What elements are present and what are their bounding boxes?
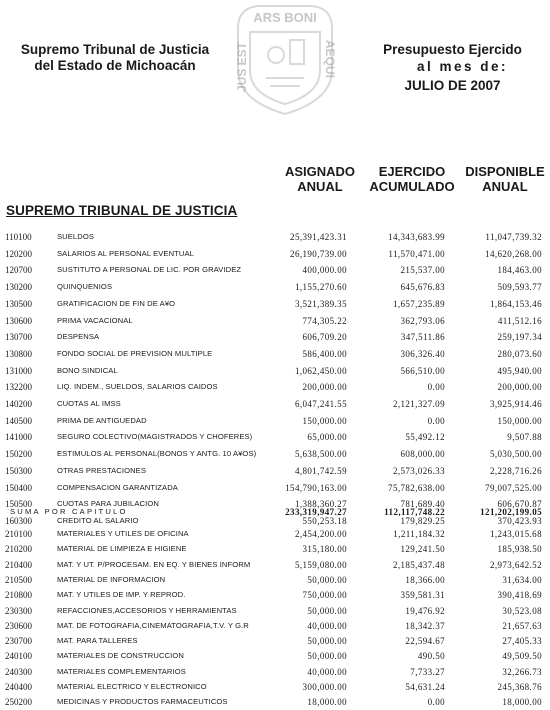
disponible-value: 18,000.00	[502, 697, 542, 708]
account-code: 240300	[5, 666, 32, 677]
ejercido-value: 347,511.86	[400, 332, 445, 343]
table-row	[0, 572, 550, 588]
disponible-value: 14,620,268.00	[485, 248, 542, 259]
account-code: 120700	[5, 265, 32, 276]
disponible-value: 245,368.76	[497, 682, 542, 692]
disponible-value: 121,202,199.05	[480, 507, 542, 517]
asignado-value: 315,180.00	[302, 544, 347, 555]
asignado-value: 40,000.00	[307, 620, 347, 631]
account-code: 160300	[5, 515, 32, 526]
table-row	[0, 587, 550, 603]
account-name: SUSTITUTO A PERSONAL DE LIC. POR GRAVIDEZ	[57, 265, 242, 275]
table-row	[0, 296, 550, 312]
disponible-value: 150,000.00	[497, 415, 542, 426]
account-name: OTRAS PRESTACIONES	[57, 465, 147, 475]
account-code: 210500	[5, 574, 32, 585]
asignado-value: 774,305.22	[302, 315, 347, 326]
ejercido-value: 306,326.40	[400, 348, 445, 359]
disponible-value: 30,523.08	[502, 605, 542, 616]
account-code: 110100	[5, 232, 32, 242]
table-row	[0, 526, 550, 542]
account-name: SUELDOS	[57, 232, 94, 241]
table-row	[0, 396, 550, 412]
ejercido-value: 2,573,026.33	[392, 465, 445, 476]
ejercido-value: 0.00	[427, 415, 445, 426]
asignado-value: 50,000.00	[307, 636, 347, 647]
account-name: MATERIAL ELECTRICO Y ELECTRONICO	[57, 682, 207, 691]
account-name: MATERIAL DE LIMPIEZA E HIGIENE	[57, 544, 187, 554]
table-row	[0, 679, 550, 695]
asignado-value: 606,709.20	[302, 332, 347, 343]
ejercido-value: 19,476.92	[405, 605, 445, 616]
account-name: MATERIALES Y UTILES DE OFICINA	[57, 529, 189, 538]
org-line-1: Supremo Tribunal de Justicia	[20, 42, 210, 57]
ejercido-value: 0.00	[427, 382, 445, 393]
account-name: REFACCIONES,ACCESORIOS Y HERRAMIENTAS	[57, 605, 237, 615]
account-code: 250200	[5, 697, 32, 708]
disponible-value: 31,634.00	[502, 574, 542, 585]
table-row	[0, 313, 550, 329]
table-row	[0, 633, 550, 649]
account-code: 210800	[5, 590, 32, 601]
ejercido-value: 1,211,184.32	[393, 529, 445, 539]
ejercido-value: 490.50	[417, 651, 445, 662]
account-name: CREDITO AL SALARIO	[57, 515, 139, 525]
asignado-value: 150,000.00	[302, 415, 347, 426]
account-name: MATERIALES DE CONSTRUCCION	[57, 651, 184, 661]
table-row	[0, 480, 550, 496]
asignado-value: 400,000.00	[302, 265, 347, 276]
asignado-value: 300,000.00	[302, 682, 347, 692]
account-code: 230600	[5, 620, 32, 631]
asignado-value: 200,000.00	[302, 382, 347, 393]
column-asignado-line-2: ANUAL	[297, 179, 343, 194]
disponible-value: 2,228,716.26	[489, 465, 542, 476]
asignado-value: 26,190,739.00	[290, 248, 347, 259]
table-row	[0, 463, 550, 479]
disponible-value: 370,423.93	[497, 515, 542, 526]
disponible-value: 79,007,525.00	[485, 482, 542, 493]
asignado-value: 1,388,360.27	[294, 499, 347, 510]
column-disponible-line-1: DISPONIBLE	[465, 164, 545, 179]
organization-name	[10, 42, 220, 74]
account-name: CUOTAS AL IMSS	[57, 399, 121, 408]
ejercido-value: 18,366.00	[405, 574, 445, 585]
account-code: 210100	[5, 529, 32, 539]
account-name: CUOTAS PARA JUBILACION	[57, 499, 159, 509]
table-row	[0, 346, 550, 362]
table-row	[0, 648, 550, 664]
account-code: 130600	[5, 315, 32, 326]
column-header-disponible	[455, 164, 550, 194]
title-line-2: al mes de:	[416, 58, 509, 74]
table-row	[0, 279, 550, 295]
account-code: 150200	[5, 449, 32, 460]
asignado-value: 5,638,500.00	[294, 449, 347, 460]
seal-text-left: JUS EST	[235, 41, 249, 92]
disponible-value: 185,938.50	[497, 544, 542, 555]
disponible-value: 184,463.00	[497, 265, 542, 276]
table-row	[0, 246, 550, 262]
asignado-value: 233,319,947.27	[285, 507, 347, 517]
ejercido-value: 0.00	[427, 697, 445, 708]
asignado-value: 25,391,423.31	[290, 232, 347, 242]
account-name: GRATIFICACION DE FIN DE A¥O	[57, 298, 176, 308]
table-row	[0, 541, 550, 557]
seal-text-top: ARS BONI	[253, 10, 317, 25]
account-code: 230700	[5, 636, 32, 647]
disponible-value: 27,405.33	[502, 636, 542, 647]
org-line-2: del Estado de Michoacán	[34, 58, 196, 73]
account-name: MAT. Y UTILES DE IMP. Y REPROD.	[57, 590, 186, 600]
disponible-value: 1,864,153.46	[489, 298, 542, 309]
asignado-value: 5,159,080.00	[294, 559, 347, 570]
column-ejercido-line-2: ACUMULADO	[369, 179, 455, 194]
column-header-asignado	[270, 164, 370, 194]
asignado-value: 586,400.00	[302, 348, 347, 359]
table-row	[0, 618, 550, 634]
ejercido-value: 18,342.37	[405, 620, 445, 631]
asignado-value: 18,000.00	[307, 697, 347, 708]
disponible-value: 509,593.77	[497, 282, 542, 293]
asignado-value: 50,000.00	[307, 605, 347, 616]
account-name: MAT. PARA TALLERES	[57, 636, 138, 646]
account-name: BONO SINDICAL	[57, 365, 118, 375]
account-name: MAT. Y UT. P/PROCESAM. EN EQ. Y BIENES INFORM	[57, 559, 251, 569]
table-row	[0, 446, 550, 462]
ejercido-value: 359,581.31	[400, 590, 445, 601]
table-row	[0, 379, 550, 395]
disponible-value: 49,509.50	[502, 651, 542, 662]
disponible-value: 606,670.87	[497, 499, 542, 510]
disponible-value: 32,266.73	[502, 666, 542, 677]
account-code: 230300	[5, 605, 32, 616]
account-code: 141000	[5, 432, 32, 443]
ejercido-value: 2,121,327.09	[392, 399, 445, 409]
account-code: 150300	[5, 465, 32, 476]
disponible-value: 259,197.34	[497, 332, 542, 343]
account-code: 130700	[5, 332, 32, 343]
ejercido-value: 55,492.12	[405, 432, 445, 443]
asignado-value: 750,000.00	[302, 590, 347, 601]
ejercido-value: 14,343,683.99	[388, 232, 445, 242]
account-code: 120200	[5, 248, 32, 259]
ejercido-value: 362,793.06	[400, 315, 445, 326]
disponible-value: 200,000.00	[497, 382, 542, 393]
disponible-value: 2,973,642.52	[489, 559, 542, 570]
ejercido-value: 7,733.27	[410, 666, 445, 677]
column-header-ejercido	[362, 164, 462, 194]
disponible-value: 411,512.16	[497, 315, 542, 326]
table-row	[0, 603, 550, 619]
column-asignado-line-1: ASIGNADO	[284, 164, 356, 179]
asignado-value: 1,155,270.60	[294, 282, 347, 293]
table-row	[0, 229, 550, 245]
account-name: MAT. DE FOTOGRAFIA,CINEMATOGRAFIA,T.V. Y G.R	[57, 620, 249, 630]
account-code: 140500	[5, 415, 32, 426]
account-name: ESTIMULOS AL PERSONAL(BONOS Y ANTG. 10 A¥OS)	[57, 449, 257, 459]
account-name: COMPENSACION GARANTIZADA	[57, 482, 178, 492]
ejercido-value: 112,117,748.22	[384, 507, 445, 517]
summary-label: SUMA POR CAPITULO	[10, 507, 128, 516]
disponible-value: 5,030,500.00	[489, 449, 542, 460]
account-code: 132200	[5, 382, 32, 393]
table-row	[0, 429, 550, 445]
disponible-value: 495,940.00	[497, 365, 542, 376]
asignado-value: 1,062,450.00	[294, 365, 347, 376]
ejercido-value: 608,000.00	[400, 449, 445, 460]
account-name: MATERIAL DE INFORMACION	[57, 574, 166, 584]
ejercido-value: 2,185,437.48	[392, 559, 445, 570]
section-title: SUPREMO TRIBUNAL DE JUSTICIA	[6, 203, 238, 218]
table-row	[0, 413, 550, 429]
ejercido-value: 22,594.67	[405, 636, 445, 647]
title-line-3: JULIO DE 2007	[404, 78, 501, 93]
asignado-value: 154,790,163.00	[285, 482, 347, 493]
disponible-value: 11,047,739.32	[485, 232, 542, 242]
ejercido-value: 781,689.40	[400, 499, 445, 510]
table-row	[0, 363, 550, 379]
account-code: 130500	[5, 298, 32, 309]
table-row	[0, 262, 550, 278]
disponible-value: 390,418.69	[497, 590, 542, 601]
asignado-value: 50,000.00	[307, 651, 347, 662]
account-name: MEDICINAS Y PRODUCTOS FARMACEUTICOS	[57, 697, 228, 707]
ejercido-value: 54,631.24	[405, 682, 445, 692]
report-title	[360, 42, 545, 95]
disponible-value: 1,243,015.68	[489, 529, 542, 539]
account-name: QUINQUENIOS	[57, 282, 113, 292]
asignado-value: 2,454,200.00	[294, 529, 347, 539]
account-name: PRIMA VACACIONAL	[57, 315, 133, 325]
disponible-value: 9,507.88	[507, 432, 542, 443]
asignado-value: 40,000.00	[307, 666, 347, 677]
disponible-value: 280,073.60	[497, 348, 542, 359]
account-name: MATERIALES COMPLEMENTARIOS	[57, 666, 186, 676]
ejercido-value: 566,510.00	[400, 365, 445, 376]
account-name: SALARIOS AL PERSONAL EVENTUAL	[57, 248, 194, 258]
asignado-value: 65,000.00	[307, 432, 347, 443]
ejercido-value: 645,676.83	[400, 282, 445, 293]
table-row	[0, 557, 550, 573]
account-code: 130200	[5, 282, 32, 293]
account-name: LIQ. INDEM., SUELDOS, SALARIOS CAIDOS	[57, 382, 218, 392]
disponible-value: 3,925,914.46	[489, 399, 542, 409]
account-code: 210400	[5, 559, 32, 570]
table-row	[0, 329, 550, 345]
table-row	[0, 664, 550, 680]
account-name: FONDO SOCIAL DE PREVISION MULTIPLE	[57, 348, 213, 358]
account-code: 210200	[5, 544, 32, 555]
account-name: PRIMA DE ANTIGUEDAD	[57, 415, 147, 425]
asignado-value: 50,000.00	[307, 574, 347, 585]
summary-row	[0, 504, 550, 520]
account-code: 240400	[5, 682, 32, 692]
ejercido-value: 129,241.50	[400, 544, 445, 555]
account-name: DESPENSA	[57, 332, 100, 342]
ejercido-value: 11,570,471.00	[388, 248, 445, 259]
asignado-value: 3,521,389.35	[294, 298, 347, 309]
title-line-1: Presupuesto Ejercido	[383, 42, 522, 57]
account-code: 131000	[5, 365, 32, 376]
asignado-value: 4,801,742.59	[294, 465, 347, 476]
account-code: 150500	[5, 499, 32, 510]
ejercido-value: 75,782,638.00	[388, 482, 445, 493]
account-name: SEGURO COLECTIVO(MAGISTRADOS Y CHOFERES)	[57, 432, 253, 442]
account-code: 130800	[5, 348, 32, 359]
column-disponible-line-2: ANUAL	[482, 179, 528, 194]
disponible-value: 21,657.63	[502, 620, 542, 631]
ejercido-value: 179,829.25	[400, 515, 445, 526]
court-seal-watermark	[230, 0, 340, 118]
column-ejercido-line-1: EJERCIDO	[378, 164, 446, 179]
ejercido-value: 215,537.00	[400, 265, 445, 276]
ejercido-value: 1,657,235.89	[392, 298, 445, 309]
table-row	[0, 694, 550, 710]
asignado-value: 550,253.18	[302, 515, 347, 526]
asignado-value: 6,047,241.55	[294, 399, 347, 409]
account-code: 140200	[5, 399, 32, 409]
account-code: 150400	[5, 482, 32, 493]
account-code: 240100	[5, 651, 32, 662]
seal-text-right: AEQUI	[323, 40, 337, 79]
